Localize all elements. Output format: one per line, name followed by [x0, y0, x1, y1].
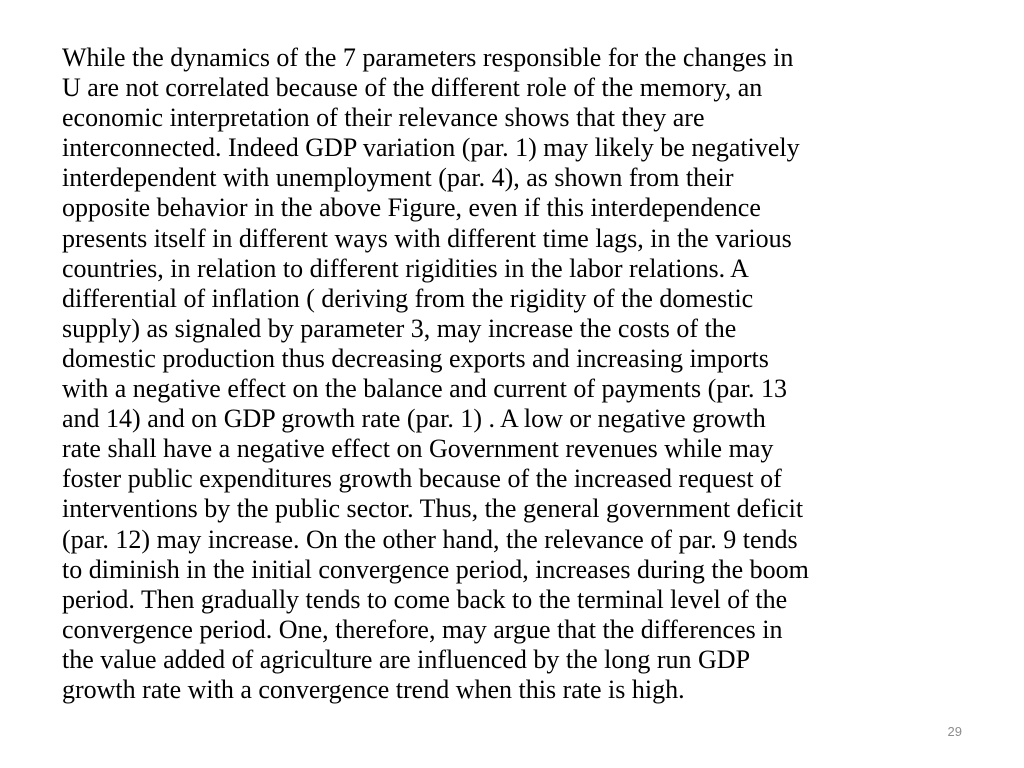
text-line: rate shall have a negative effect on Government revenues while may — [62, 434, 774, 464]
text-line: supply) as signaled by parameter 3, may increase the costs of the — [62, 313, 737, 343]
text-line: opposite behavior in the above Figure, even if this interdependence — [62, 193, 761, 223]
page-number: 29 — [947, 724, 962, 739]
text-line: with a negative effect on the balance and current of payments (par. 13 — [62, 374, 788, 404]
text-line: to diminish in the initial convergence period, increases during the boom — [62, 554, 809, 584]
text-line: the value added of agriculture are influenced by the long run GDP — [62, 644, 751, 674]
text-line: interventions by the public sector. Thus, the general government deficit — [62, 494, 804, 524]
text-line: presents itself in different ways with different time lags, in the various — [62, 223, 792, 253]
text-line: period. Then gradually tends to come back to the terminal level of the — [62, 584, 788, 614]
text-line: interdependent with unemployment (par. 4), as shown from their — [62, 163, 734, 193]
text-line: economic interpretation of their relevance shows that they are — [62, 103, 705, 133]
text-line: countries, in relation to different rigidities in the labor relations. A — [62, 253, 749, 283]
text-line: foster public expenditures growth because of the increased request of — [62, 464, 782, 494]
text-line: growth rate with a convergence trend when this rate is high. — [62, 674, 685, 704]
text-line: U are not correlated because of the different role of the memory, an — [62, 73, 763, 103]
text-line: domestic production thus decreasing exports and increasing imports — [62, 343, 769, 373]
text-line: and 14) and on GDP growth rate (par. 1) . A low or negative growth — [62, 404, 766, 434]
text-line: convergence period. One, therefore, may argue that the differences in — [62, 614, 783, 644]
text-line: differential of inflation ( deriving from the rigidity of the domestic — [62, 283, 754, 313]
text-line: While the dynamics of the 7 parameters responsible for the changes in — [62, 43, 794, 72]
body-paragraph — [62, 43, 1002, 705]
text-line: (par. 12) may increase. On the other hand, the relevance of par. 9 tends — [62, 524, 798, 554]
text-line: interconnected. Indeed GDP variation (par. 1) may likely be negatively — [62, 133, 800, 163]
